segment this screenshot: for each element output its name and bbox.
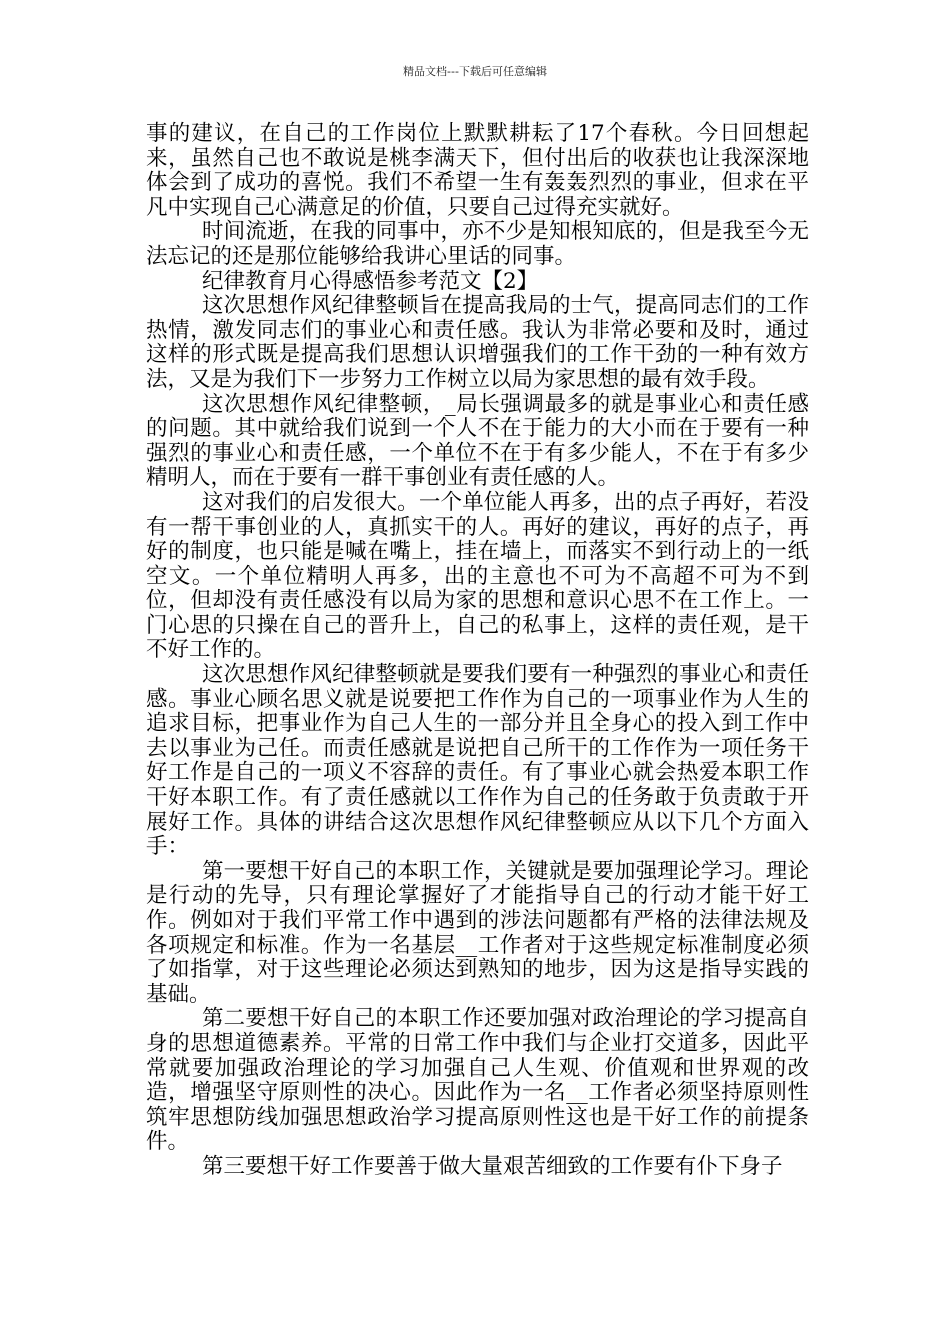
paragraph: 这次思想作风纪律整顿就是要我们要有一种强烈的事业心和责任感。事业心顾名思义就是说要把工作作为自己的一项事业作为人生的追求目标，把事业作为自己人生的一部分并且全身心的投入到工作中去以事业为己任。而责任感就是说把自己所干的工作作为一项任务干好工作是自己的一项义不容辞的责任。有了事业心就会热爱本职工作干好本职工作。有了责任感就以工作作为自己的任务敢于负责敢于开展好工作。具体的讲结合这次思想作风纪律整顿应从以下几个方面入手：: [146, 662, 809, 860]
paragraph: 这次思想作风纪律整顿旨在提高我局的士气，提高同志们的工作热情，激发同志们的事业心和责任感。我认为非常必要和及时，通过这样的形式既是提高我们思想认识增强我们的工作干劲的一种有效方法，又是为我们下一步努力工作树立以局为家思想的最有效手段。: [146, 293, 809, 392]
paragraph: 第一要想干好自己的本职工作，关键就是要加强理论学习。理论是行动的先导，只有理论掌握好了才能指导自己的行动才能干好工作。例如对于我们平常工作中遇到的涉法问题都有严格的法律法规及各项规定和标准。作为一名基层__工作者对于这些规定标准制度必须了如指掌，对于这些理论必须达到熟知的地步，因为这是指导实践的基础。: [146, 858, 809, 1007]
page-header: 精品文档---下载后可任意编辑: [403, 65, 547, 78]
paragraph: 时间流逝，在我的同事中，亦不少是知根知底的，但是我至今无法忘记的还是那位能够给我讲心里话的同事。: [146, 219, 809, 269]
paragraph: 第三要想干好工作要善于做大量艰苦细致的工作要有仆下身子: [202, 1153, 783, 1179]
paragraph: 这对我们的启发很大。一个单位能人再多，出的点子再好，若没有一帮干事创业的人，真抓实干的人。再好的建议，再好的点子，再好的制度，也只能是喊在嘴上，挂在墙上，而落实不到行动上的一纸空文。一个单位精明人再多，出的主意也不可为不高超不可为不到位，但却没有责任感没有以局为家的思想和意识心思不在工作上。一门心思的只操在自己的晋升上，自己的私事上，这样的责任观，是干不好工作的。: [146, 489, 809, 663]
document-body: [146, 122, 809, 1180]
paragraph: 第二要想干好自己的本职工作还要加强对政治理论的学习提高自身的思想道德素养。平常的日常工作中我们与企业打交道多，因此平常就要加强政治理论的学习加强自己人生观、价值观和世界观的改造，增强坚守原则性的决心。因此作为一名__工作者必须坚持原则性筑牢思想防线加强思想政治学习提高原则性这也是干好工作的前提条件。: [146, 1006, 809, 1155]
section-title: 纪律教育月心得感悟参考范文【2】: [202, 268, 539, 294]
paragraph: 这次思想作风纪律整顿，_局长强调最多的就是事业心和责任感的问题。其中就给我们说到一个人不在于能力的大小而在于要有一种强烈的事业心和责任感，一个单位不在于有多少能人，不在于有多少精明人，而在于要有一群干事创业有责任感的人。: [146, 391, 809, 491]
paragraph-continuation: 事的建议，在自己的工作岗位上默默耕耘了17个春秋。今日回想起来，虽然自己也不敢说是桃李满天下，但付出后的收获也让我深深地体会到了成功的喜悦。我们不希望一生有轰轰烈烈的事业，但求在平凡中实现自己心满意足的价值，只要自己过得充实就好。: [146, 121, 809, 220]
